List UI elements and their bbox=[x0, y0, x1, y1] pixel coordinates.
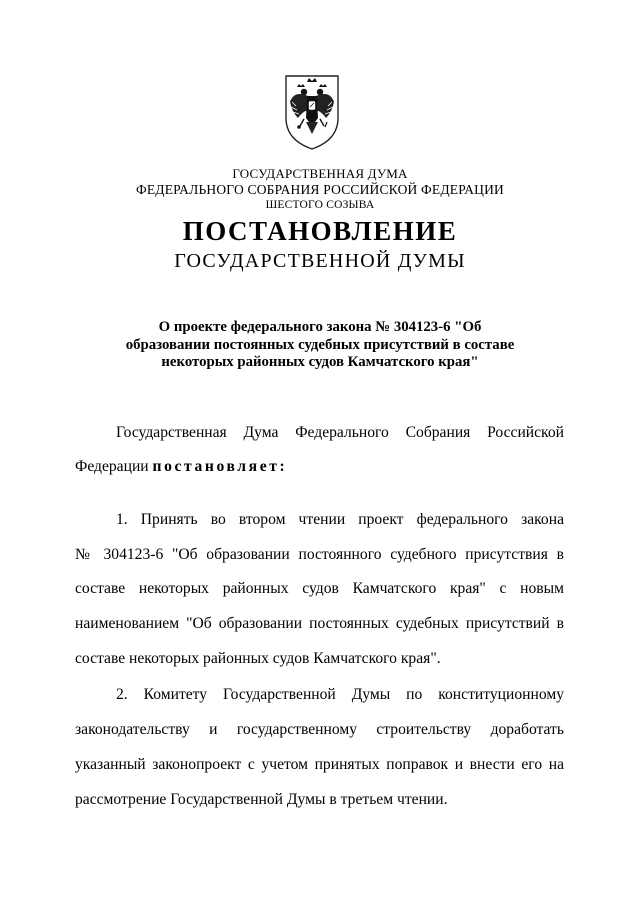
item2-line-4: рассмотрение Государственной Думы в третьем чтении. bbox=[75, 791, 448, 808]
preamble-prefix: Федерации bbox=[75, 458, 153, 475]
subject-line-2: образовании постоянных судебных присутствий в составе bbox=[125, 336, 515, 353]
preamble-verb: постановляет: bbox=[152, 458, 288, 475]
item1-line-3: составе некоторых районных судов Камчатского края" с новым bbox=[75, 580, 564, 597]
subject-line-1: О проекте федерального закона № 304123-6 "Об bbox=[158, 319, 482, 335]
subject-line-3: некоторых районных судов Камчатского края" bbox=[161, 354, 479, 370]
item2-line-1: 2. Комитету Государственной Думы по конституционному bbox=[116, 686, 564, 703]
coat-of-arms-icon bbox=[280, 72, 344, 152]
preamble-line-1: Государственная Дума Федерального Собрания Российской bbox=[116, 424, 564, 441]
header-line-3: ШЕСТОГО СОЗЫВА bbox=[265, 199, 375, 211]
item1-line-2: № 304123-6 "Об образовании постоянного судебного присутствия в bbox=[75, 546, 564, 563]
item1-line-5: составе некоторых районных судов Камчатского края". bbox=[75, 650, 441, 667]
item1-line-1: 1. Принять во втором чтении проект федерального закона bbox=[116, 511, 564, 528]
document-title: ПОСТАНОВЛЕНИЕ bbox=[182, 216, 458, 246]
document-subtitle: ГОСУДАРСТВЕННОЙ ДУМЫ bbox=[174, 250, 466, 272]
item2-line-2: законодательству и государственному строительству доработать bbox=[75, 721, 564, 738]
header-line-2: ФЕДЕРАЛЬНОГО СОБРАНИЯ РОССИЙСКОЙ ФЕДЕРАЦИИ bbox=[136, 182, 504, 197]
item1-line-4: наименованием "Об образовании постоянных судебных присутствий в bbox=[75, 615, 564, 632]
document-subject bbox=[0, 319, 640, 372]
header-line-1: ГОСУДАРСТВЕННАЯ ДУМА bbox=[232, 166, 408, 181]
preamble-line-2 bbox=[75, 458, 564, 476]
item2-line-3: указанный законопроект с учетом принятых поправок и внести его на bbox=[75, 756, 564, 773]
